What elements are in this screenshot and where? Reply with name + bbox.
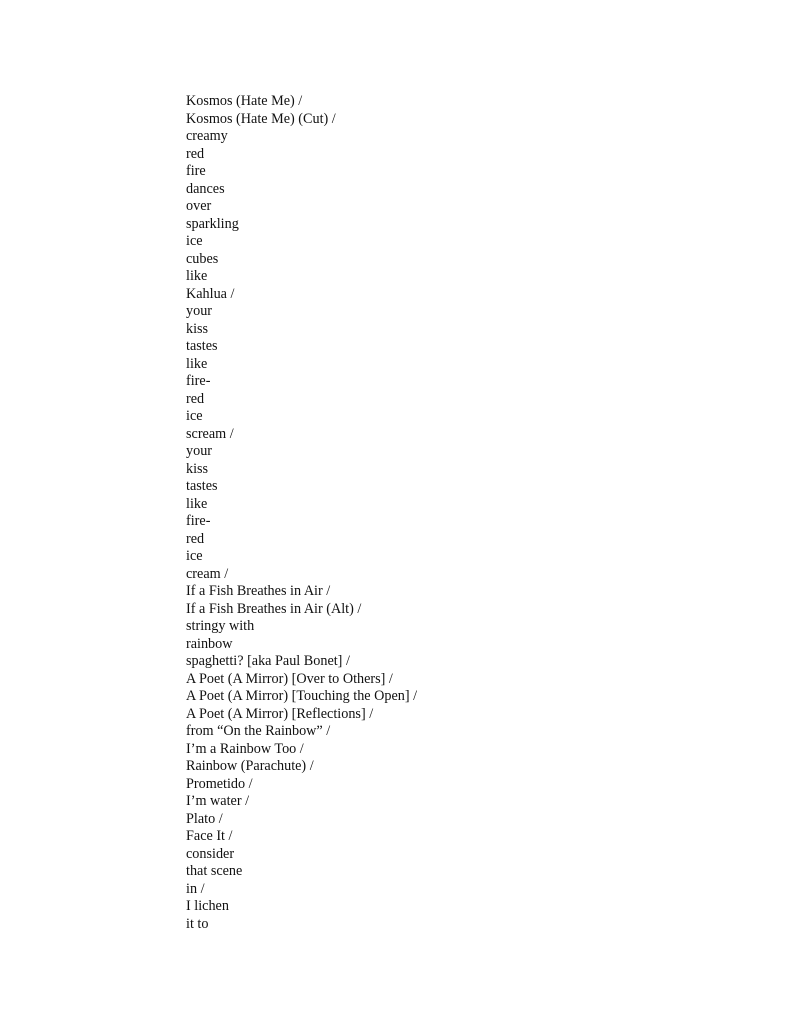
text-line: Kosmos (Hate Me) / bbox=[186, 93, 303, 109]
text-line: fire- bbox=[186, 513, 211, 529]
text-line: If a Fish Breathes in Air / bbox=[186, 583, 331, 599]
text-line: A Poet (A Mirror) [Reflections] / bbox=[186, 705, 374, 722]
text-line: rainbow bbox=[186, 635, 233, 652]
text-line: dances bbox=[186, 180, 225, 197]
text-line: your bbox=[186, 443, 213, 459]
text-line: kiss bbox=[186, 460, 209, 477]
text-line: spaghetti? [aka Paul Bonet] / bbox=[186, 653, 350, 669]
text-line: over bbox=[186, 198, 212, 214]
text-line: If a Fish Breathes in Air (Alt) / bbox=[186, 600, 362, 617]
text-line: from “On the Rainbow” / bbox=[186, 723, 331, 739]
text-line: red bbox=[186, 390, 205, 407]
text-line: red bbox=[186, 530, 205, 547]
text-line: Kahlua / bbox=[186, 285, 235, 302]
text-line: I lichen bbox=[186, 898, 229, 914]
text-line: cream / bbox=[186, 565, 229, 582]
text-line: Rainbow (Parachute) / bbox=[186, 758, 314, 774]
text-line: it to bbox=[186, 915, 209, 932]
text-line: Prometido / bbox=[186, 775, 253, 792]
text-line: cubes bbox=[186, 250, 219, 267]
text-line: A Poet (A Mirror) [Touching the Open] / bbox=[186, 688, 418, 704]
text-line: like bbox=[186, 495, 208, 512]
text-line: Kosmos (Hate Me) (Cut) / bbox=[186, 110, 336, 127]
text-line: in / bbox=[186, 880, 205, 897]
text-line: A Poet (A Mirror) [Over to Others] / bbox=[186, 670, 393, 687]
text-line: fire bbox=[186, 163, 206, 179]
text-line: red bbox=[186, 145, 205, 162]
text-line: Plato / bbox=[186, 810, 223, 827]
text-line: your bbox=[186, 303, 213, 319]
text-line: that scene bbox=[186, 863, 243, 879]
text-line: tastes bbox=[186, 338, 218, 354]
text-line: kiss bbox=[186, 320, 209, 337]
text-line: sparkling bbox=[186, 215, 239, 232]
text-line: consider bbox=[186, 845, 235, 862]
text-column bbox=[186, 93, 417, 933]
text-line: ice bbox=[186, 233, 203, 249]
text-line: fire- bbox=[186, 373, 211, 389]
text-line: creamy bbox=[186, 128, 228, 144]
text-line: like bbox=[186, 355, 208, 372]
text-line: ice bbox=[186, 548, 203, 564]
text-line: like bbox=[186, 268, 208, 284]
text-line: ice bbox=[186, 408, 203, 424]
text-line: I’m a Rainbow Too / bbox=[186, 740, 304, 757]
text-line: stringy with bbox=[186, 618, 255, 634]
text-line: tastes bbox=[186, 478, 218, 494]
text-line: Face It / bbox=[186, 828, 233, 844]
text-line: I’m water / bbox=[186, 793, 250, 809]
text-line: scream / bbox=[186, 425, 234, 442]
